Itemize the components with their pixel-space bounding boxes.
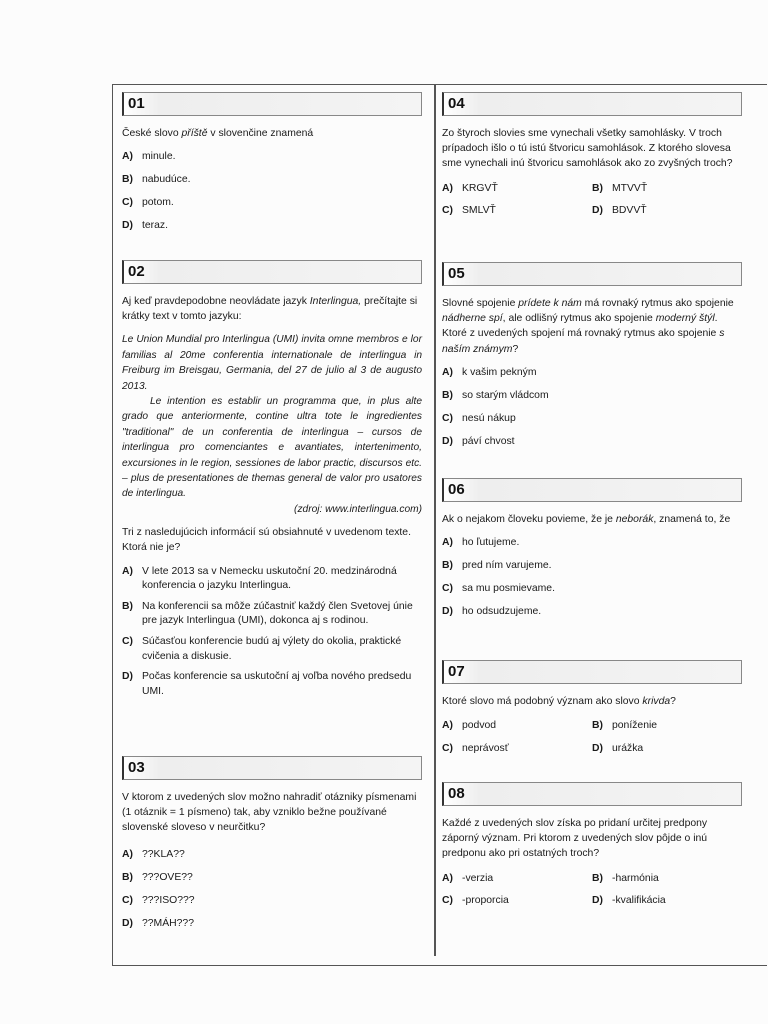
option-d: D) páví chvost [442, 435, 515, 447]
question-03 [122, 756, 422, 940]
question-header [442, 262, 742, 286]
question-number: 08 [448, 785, 465, 802]
question-number: 01 [128, 95, 145, 112]
option-b: B) MTVVŤ [592, 182, 648, 194]
option-a: A) ??KLA?? [122, 848, 185, 860]
question-header [122, 92, 422, 116]
option-c: C) -proporcia [442, 895, 509, 907]
options [122, 150, 422, 234]
column-divider [434, 84, 436, 956]
question-07 [442, 660, 742, 756]
question-01 [122, 92, 422, 242]
source-citation: (zdroj: www.interlingua.com) [294, 503, 422, 515]
option-b: B) nabudúce. [122, 174, 191, 186]
option-c: C) ???ISO??? [122, 894, 195, 906]
question-text: Každé z uvedených slov získa po pridaní určitej predpony záporný význam. Pri ktorom z uvedených slov pôjde o inú predponu ako pri ostatných troch? [442, 818, 708, 860]
question-header [442, 782, 742, 806]
question-text: Ak o nejakom človeku povieme, že je neborák, znamená to, že [442, 514, 731, 525]
question-number: 06 [448, 481, 465, 498]
question-text: Slovné spojenie prídete k nám má rovnaký rytmus ako spojenie nádherne spí, ale odlišný rytmus ako spojenie moderný štýl. Ktoré z uvedených spojení má rovnaký rytmus ako spojenie s naším známym? [442, 298, 734, 355]
question-text: České slovo příště v slovenčine znamená [122, 128, 314, 139]
option-d: D) ??MÁH??? [122, 917, 194, 929]
question-08 [442, 782, 742, 909]
options [442, 872, 742, 909]
option-b: B) -harmónia [592, 872, 659, 884]
option-a: A) ho ľutujeme. [442, 537, 520, 549]
option-d: D) ho odsudzujeme. [442, 606, 542, 618]
options [442, 366, 742, 450]
option-b: B) Na konferencii sa môže zúčastniť každý člen Svetovej únie pre jazyk Interlingua (UMI), dokonca aj s rodinou. [122, 600, 413, 627]
option-d: D) BDVVŤ [592, 205, 647, 217]
options [122, 565, 422, 700]
question-header [122, 756, 422, 780]
option-c: C) neprávosť [442, 742, 509, 754]
options [442, 536, 742, 620]
question-number: 03 [128, 759, 145, 776]
question-text: Tri z nasledujúcich informácií sú obsiahnuté v uvedenom texte. Ktorá nie je? [122, 527, 411, 554]
option-c: C) sa mu posmievame. [442, 583, 555, 595]
question-text: Zo štyroch slovies sme vynechali všetky samohlásky. V troch prípadoch išlo o tú istú štvoricu samohlások. Z ktorého slovesa sme vynechali inú štvoricu samohlások ako zo zvyšných troch? [442, 128, 733, 170]
question-text: Ktoré slovo má podobný význam ako slovo krivda? [442, 696, 676, 707]
question-04 [442, 92, 742, 219]
question-06 [442, 478, 742, 628]
question-05 [442, 262, 742, 458]
question-intro: Aj keď pravdepodobne neovládate jazyk Interlingua, prečítajte si krátky text v tomto jazyku: [122, 296, 418, 323]
question-header [442, 660, 742, 684]
option-a: A) KRGVŤ [442, 182, 498, 194]
option-d: D) teraz. [122, 220, 168, 232]
option-c: C) potom. [122, 197, 174, 209]
option-a: A) podvod [442, 720, 497, 732]
options [122, 848, 422, 932]
option-a: A) V lete 2013 sa v Nemecku uskutoční 20. medzinárodná konferencia o jazyku Interlingua. [122, 565, 397, 592]
option-c: C) Súčasťou konferencie budú aj výlety do okolia, praktické cvičenia a diskusie. [122, 636, 402, 662]
question-header [442, 92, 742, 116]
option-a: A) k vašim pekným [442, 366, 537, 378]
option-a: A) -verzia [442, 872, 494, 884]
option-b: B) poníženie [592, 720, 658, 732]
question-02 [122, 260, 422, 705]
interlingua-paragraph-1: Le Union Mundial pro Interlingua (UMI) invita omne membros e lor familias al 20me conferentia internationale de interlingua in Freiburg im Breisgau, Germania, del 27 de julio al 3 de augusto 2013. [122, 334, 422, 392]
options [442, 719, 742, 756]
option-d: D) urážka [592, 742, 644, 754]
question-number: 02 [128, 263, 145, 280]
question-number: 05 [448, 265, 465, 282]
option-b: B) pred ním varujeme. [442, 560, 552, 572]
option-a: A) minule. [122, 151, 176, 163]
option-b: B) so starým vládcom [442, 389, 549, 401]
question-number: 07 [448, 663, 465, 680]
question-text: V ktorom z uvedených slov možno nahradiť otázniky písmenami (1 otáznik = 1 písmeno) tak, aby vzniklo bežne používané slovenské sloveso v neurčitku? [122, 792, 417, 834]
option-c: C) nesú nákup [442, 412, 516, 424]
option-b: B) ???OVE?? [122, 871, 193, 883]
options [442, 182, 742, 219]
option-d: D) Počas konferencie sa uskutoční aj voľba nového predsedu UMI. [122, 671, 412, 697]
question-number: 04 [448, 95, 465, 112]
question-header [122, 260, 422, 284]
option-c: C) SMLVŤ [442, 205, 496, 217]
question-header [442, 478, 742, 502]
option-d: D) -kvalifikácia [592, 895, 666, 907]
interlingua-paragraph-2: Le intention es establir un programma que, in plus alte grado que anteriormente, contine ultra tote le ingredientes "traditional" de un conferentia de interlingua – cursos de interlingua pro comenciantes e avantiates, intertenimento, excursiones in le region, sessiones de labor practic, discursos etc. – plus de presentationes de themas general de valor pro usatores de interlingua. [122, 396, 422, 500]
